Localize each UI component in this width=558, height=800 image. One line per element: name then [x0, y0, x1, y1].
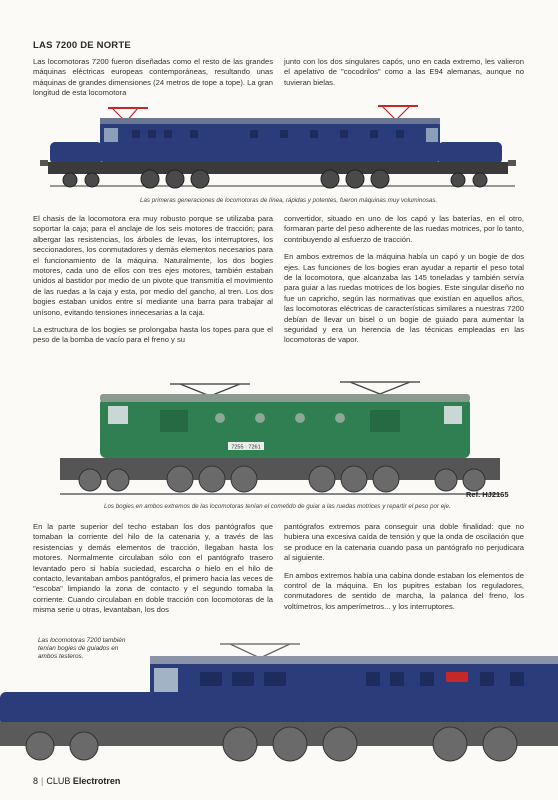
intro-right-column — [284, 57, 524, 95]
body1-right-paragraph-1: convertidor, situado en uno de los capó y las baterías, en el otro, formaran parte del peso adherente de las ruedas motrices, por lo tanto, contribuyendo al esfuerzo de tracción. — [284, 214, 524, 244]
body2-left-paragraph: En la parte superior del techo estaban los dos pantógrafos que tomaban la corriente del hilo de la catenaria y, a través de las resistencias y demás elementos de tracción, llegaban hasta los motores. Normalmente circulaban sólo con el pantógrafo trasero levantado pero si había suciedad, escarcha o hielo en el hilo de contacto, levantaban ambos pantógrafos, el primero hacia las veces de "escoba" limpiando la zona de contacto y el segundo tomaba la corriente. Cuando circulaban en doble tracción con locomotoras de la misma serie u otras, levantaban, los dos — [33, 522, 273, 615]
body1-left-paragraph-2: La estructura de los bogies se prolongaba hasta los topes para que el peso de la bomba de vacío para el freno y su — [33, 325, 273, 345]
body1-left-column — [33, 214, 273, 353]
body1-left-paragraph-1: El chasis de la locomotora era muy robusto porque se utilizaba para soportar la caja; para el anclaje de los seis motores de tracción; para albergar las resistencias, los árboles de levas, los interruptores, los seccionadores, los conmutadores y demás elementos necesarios para el funcionamiento de la máquina. Naturalmente, los dos bogies motores, cada uno de ellos con tres ejes motores, también estaban unidos al bastidor por medio de un pivote que transmitía el movimiento de las ruedas a la caja y esta, por medio del gancho, al tren. Los dos bogies estaban unidos entre sí mediante una barra para trabajar al unísono, evitando tensiones innecesarias a la caja. — [33, 214, 273, 317]
caption-bottom-photo: Las locomotoras 7200 también tenían bogies de guiados en ambos testeros. — [38, 637, 126, 661]
green-locomotive-photo — [60, 378, 500, 503]
page-number: 8 — [33, 776, 39, 786]
body1-right-column — [284, 214, 524, 353]
caption-middle-photo: Los bogies en ambos extremos de las locomotoras tenían el cometido de guiar a las ruedas motrices y repartir el peso por eje. — [104, 503, 451, 510]
intro-paragraph-left: Las locomotoras 7200 fueron diseñadas como el resto de las grandes máquinas eléctricas europeas contemporáneas, resultando unas máquinas de grandes dimensiones (24 metros de tope a tope). La gran longitud de esta locomotora — [33, 57, 273, 98]
locomotive-number-plate: 7255 · 7261 — [231, 444, 261, 451]
article-heading: LAS 7200 DE NORTE — [33, 40, 131, 51]
body2-right-paragraph-1: pantógrafos extremos para conseguir una doble finalidad: que no hubiera una excesiva caída de tensión y que la onda de oscilación que se produce en la catenaria cuando pasa un pantógrafo no perjudicara al siguiente. — [284, 522, 524, 563]
footer-brand: Electrotren — [72, 776, 121, 786]
page-footer: 8 | CLUB Electrotren — [33, 776, 121, 786]
body1-right-paragraph-2: En ambos extremos de la máquina había un capó y un bogie de dos ejes. Las funciones de los bogies eran ayudar a repartir el peso total de la locomotora, que alcanzaba las 145 toneladas y también servía para guiar a las ruedas motrices de los bogies. Este singular diseño no fue un capricho, según las normativas que existían en aquellos años, las locomotoras eléctricas de características similares a nuestras 7200 debían de llevar un bisel o un bogie de guiado para aumentar la seguridad y era un herencia de las técnicas empleadas en las locomotoras de vapor. — [284, 252, 524, 345]
reference-code: Ref. HJ2165 — [466, 490, 509, 499]
intro-left-column — [33, 57, 273, 106]
blue-locomotive-photo-top — [40, 100, 520, 195]
body2-left-column — [33, 522, 273, 623]
intro-paragraph-right: junto con los dos singulares capós, uno en cada extremo, les valieron el apelativo de "cocodrilos" como a las E94 alemanas, aunque no tuvieran bielas. — [284, 57, 524, 87]
footer-club: CLUB — [46, 776, 71, 786]
caption-top-photo: Las primeras generaciones de locomotoras de línea, rápidas y potentes, fueron máquinas muy voluminosas. — [140, 197, 438, 204]
body2-right-paragraph-2: En ambos extremos había una cabina donde estaban los elementos de control de la máquina. En los pupitres estaban los reguladores, conmutadores de sentido de marcha, la palanca del freno, los voltímetros, los amperímetros... y los interruptores. — [284, 570, 524, 611]
body2-right-column — [284, 522, 524, 619]
blue-locomotive-photo-bottom — [0, 630, 558, 770]
